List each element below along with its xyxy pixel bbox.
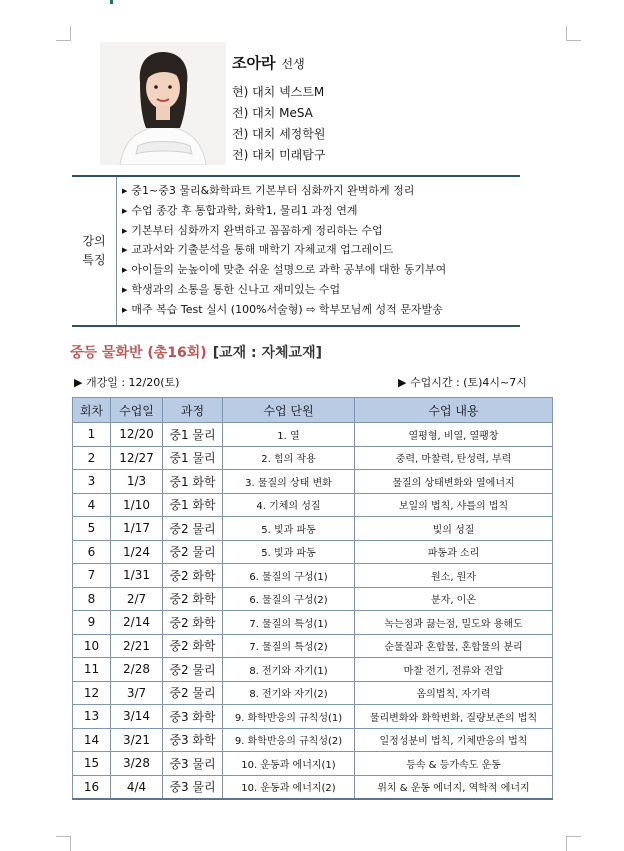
content-cell: 옴의법칙, 자기력 <box>355 681 553 705</box>
feature-label-line: 강의 <box>82 234 106 248</box>
header-cell: 과정 <box>163 398 223 423</box>
header-cell: 회차 <box>73 398 111 423</box>
crop-mark-top-left <box>56 26 71 41</box>
triangle-bullet-icon: ▶ <box>122 187 128 195</box>
career-item: 전) 대치 MeSA <box>232 106 313 120</box>
table-row <box>73 517 553 541</box>
unit-cell: 7. 물질의 특성(2) <box>223 634 355 658</box>
content-cell: 원소, 원자 <box>355 564 553 588</box>
lecture-features-box <box>72 175 520 327</box>
course-cell: 중3 화학 <box>163 728 223 752</box>
course-cell: 중2 물리 <box>163 517 223 541</box>
teacher-title: 선생 <box>281 57 305 71</box>
content-cell: 파동과 소리 <box>355 540 553 564</box>
date-cell: 2/28 <box>111 658 163 682</box>
content-cell: 물리변화와 화학변화, 질량보존의 법칙 <box>355 705 553 729</box>
unit-cell: 5. 빛과 파동 <box>223 540 355 564</box>
date-cell: 3/21 <box>111 728 163 752</box>
feature-text: 학생과의 소통을 통한 신나고 재미있는 수업 <box>131 282 341 296</box>
table-row <box>73 540 553 564</box>
content-cell: 빛의 성질 <box>355 517 553 541</box>
feature-text: 교과서와 기출분석을 통해 매학기 자체교재 업그레이드 <box>131 243 394 257</box>
session-cell: 7 <box>73 564 111 588</box>
table-row <box>73 634 553 658</box>
course-cell: 중3 물리 <box>163 752 223 776</box>
career-list <box>232 82 325 166</box>
unit-cell: 6. 물질의 구성(1) <box>223 564 355 588</box>
content-cell: 순물질과 혼합물, 혼합물의 분리 <box>355 634 553 658</box>
teacher-header <box>232 52 305 73</box>
course-cell: 중1 화학 <box>163 470 223 494</box>
unit-cell: 6. 물질의 구성(2) <box>223 587 355 611</box>
unit-cell: 3. 물질의 상태 변화 <box>223 470 355 494</box>
course-cell: 중1 물리 <box>163 423 223 447</box>
triangle-bullet-icon: ▶ <box>122 226 128 235</box>
course-cell: 중2 물리 <box>163 658 223 682</box>
feature-item <box>122 201 446 221</box>
content-cell: 등속 & 등가속도 운동 <box>355 752 553 776</box>
table-row <box>73 470 553 494</box>
crop-mark-bottom-left <box>56 836 71 851</box>
feature-text: 아이들의 눈높이에 맞춘 쉬운 설명으로 과학 공부에 대한 동기부여 <box>131 263 447 277</box>
session-cell: 1 <box>73 423 111 447</box>
session-cell: 10 <box>73 634 111 658</box>
teacher-name: 조아라 <box>232 54 276 72</box>
course-cell: 중3 화학 <box>163 705 223 729</box>
table-row <box>73 775 553 799</box>
course-name: 중등 물화반 (총16회) <box>70 345 207 361</box>
session-cell: 12 <box>73 681 111 705</box>
feature-item <box>122 280 446 300</box>
course-cell: 중3 물리 <box>163 775 223 799</box>
unit-cell: 4. 기체의 성질 <box>223 493 355 517</box>
table-row <box>73 564 553 588</box>
career-item: 전) 대치 세정학원 <box>232 127 326 141</box>
triangle-bullet-icon: ▶ <box>122 285 128 294</box>
career-item: 전) 대치 미래탐구 <box>232 148 326 162</box>
teacher-photo <box>100 42 226 165</box>
feature-text: 수업 종강 후 통합과학, 화학1, 물리1 과정 연계 <box>131 203 358 217</box>
course-cell: 중2 화학 <box>163 564 223 588</box>
course-cell: 중2 화학 <box>163 587 223 611</box>
crop-mark-top-right <box>566 26 581 41</box>
content-cell: 보일의 법칙, 샤를의 법칙 <box>355 493 553 517</box>
session-cell: 5 <box>73 517 111 541</box>
content-cell: 마찰 전기, 전류와 전압 <box>355 658 553 682</box>
session-cell: 6 <box>73 540 111 564</box>
start-date: ▶ 개강일 : 12/20(토) <box>74 376 180 389</box>
unit-cell: 9. 화학반응의 규칙성(2) <box>223 728 355 752</box>
date-cell: 2/7 <box>111 587 163 611</box>
date-cell: 4/4 <box>111 775 163 799</box>
feature-item <box>122 181 446 201</box>
session-cell: 14 <box>73 728 111 752</box>
course-cell: 중2 물리 <box>163 681 223 705</box>
course-textbook: [교재 : 자체교재] <box>212 345 322 361</box>
course-cell: 중2 화학 <box>163 611 223 635</box>
date-cell: 3/28 <box>111 752 163 776</box>
table-row <box>73 681 553 705</box>
table-row <box>73 752 553 776</box>
feature-label-line: 특징 <box>82 253 106 267</box>
unit-cell: 5. 빛과 파동 <box>223 517 355 541</box>
table-row <box>73 705 553 729</box>
feature-item <box>122 221 446 241</box>
triangle-bullet-icon: ▶ <box>122 206 128 215</box>
date-cell: 2/14 <box>111 611 163 635</box>
unit-cell: 10. 운동과 에너지(1) <box>223 752 355 776</box>
feature-list <box>122 181 446 320</box>
content-cell: 물질의 상태변화와 열에너지 <box>355 470 553 494</box>
feature-text: 매주 복습 Test 실시 (100%서술형) ⇨ 학부모님께 성적 문자발송 <box>131 302 443 316</box>
feature-item <box>122 240 446 260</box>
session-cell: 3 <box>73 470 111 494</box>
course-cell: 중2 물리 <box>163 540 223 564</box>
table-row <box>73 493 553 517</box>
course-title <box>70 342 322 362</box>
table-row <box>73 423 553 447</box>
triangle-bullet-icon: ▶ <box>122 305 128 314</box>
feature-text: 기본부터 심화까지 완벽하고 꼼꼼하게 정리하는 수업 <box>131 223 383 237</box>
unit-cell: 1. 열 <box>223 423 355 447</box>
table-row <box>73 587 553 611</box>
session-cell: 2 <box>73 446 111 470</box>
content-cell: 위치 & 운동 에너지, 역학적 에너지 <box>355 775 553 799</box>
header-cell: 수업일 <box>111 398 163 423</box>
table-row <box>73 728 553 752</box>
session-cell: 15 <box>73 752 111 776</box>
header-cell: 수업 내용 <box>355 398 553 423</box>
crop-mark-bottom-right <box>566 836 581 851</box>
date-cell: 2/21 <box>111 634 163 658</box>
date-cell: 3/14 <box>111 705 163 729</box>
session-cell: 13 <box>73 705 111 729</box>
session-cell: 4 <box>73 493 111 517</box>
session-cell: 11 <box>73 658 111 682</box>
unit-cell: 8. 전기와 자기(1) <box>223 658 355 682</box>
date-cell: 12/27 <box>111 446 163 470</box>
unit-cell: 10. 운동과 에너지(2) <box>223 775 355 799</box>
feature-item <box>122 260 446 280</box>
table-row <box>73 658 553 682</box>
table-row <box>73 446 553 470</box>
date-cell: 3/7 <box>111 681 163 705</box>
content-cell: 분자, 이온 <box>355 587 553 611</box>
date-cell: 1/10 <box>111 493 163 517</box>
unit-cell: 9. 화학반응의 규칙성(1) <box>223 705 355 729</box>
class-time: ▶ 수업시간 : (토)4시~7시 <box>398 376 527 389</box>
table-row <box>73 611 553 635</box>
content-cell: 중력, 마찰력, 탄성력, 부력 <box>355 446 553 470</box>
triangle-bullet-icon: ▶ <box>122 246 128 255</box>
content-cell: 열평형, 비열, 열팽창 <box>355 423 553 447</box>
feature-item <box>122 300 446 320</box>
triangle-bullet-icon: ▶ <box>122 266 128 275</box>
unit-cell: 2. 힘의 작용 <box>223 446 355 470</box>
date-cell: 1/17 <box>111 517 163 541</box>
course-cell: 중1 물리 <box>163 446 223 470</box>
session-cell: 9 <box>73 611 111 635</box>
top-mark <box>110 0 113 4</box>
table-header-row <box>73 398 553 423</box>
feature-text: 중1~중3 물리&화학파트 기본부터 심화까지 완벽하게 정리 <box>131 184 415 197</box>
unit-cell: 8. 전기와 자기(2) <box>223 681 355 705</box>
course-cell: 중1 화학 <box>163 493 223 517</box>
content-cell: 녹는점과 끓는점, 밀도와 용해도 <box>355 611 553 635</box>
date-cell: 1/24 <box>111 540 163 564</box>
date-cell: 12/20 <box>111 423 163 447</box>
career-item: 현) 대치 넥스트M <box>232 85 325 99</box>
date-cell: 1/31 <box>111 564 163 588</box>
schedule-table <box>72 397 553 800</box>
date-cell: 1/3 <box>111 470 163 494</box>
lecture-features-label <box>72 177 117 325</box>
session-cell: 8 <box>73 587 111 611</box>
unit-cell: 7. 물질의 특성(1) <box>223 611 355 635</box>
course-cell: 중2 화학 <box>163 634 223 658</box>
content-cell: 일정성분비 법칙, 기체반응의 법칙 <box>355 728 553 752</box>
session-cell: 16 <box>73 775 111 799</box>
header-cell: 수업 단원 <box>223 398 355 423</box>
